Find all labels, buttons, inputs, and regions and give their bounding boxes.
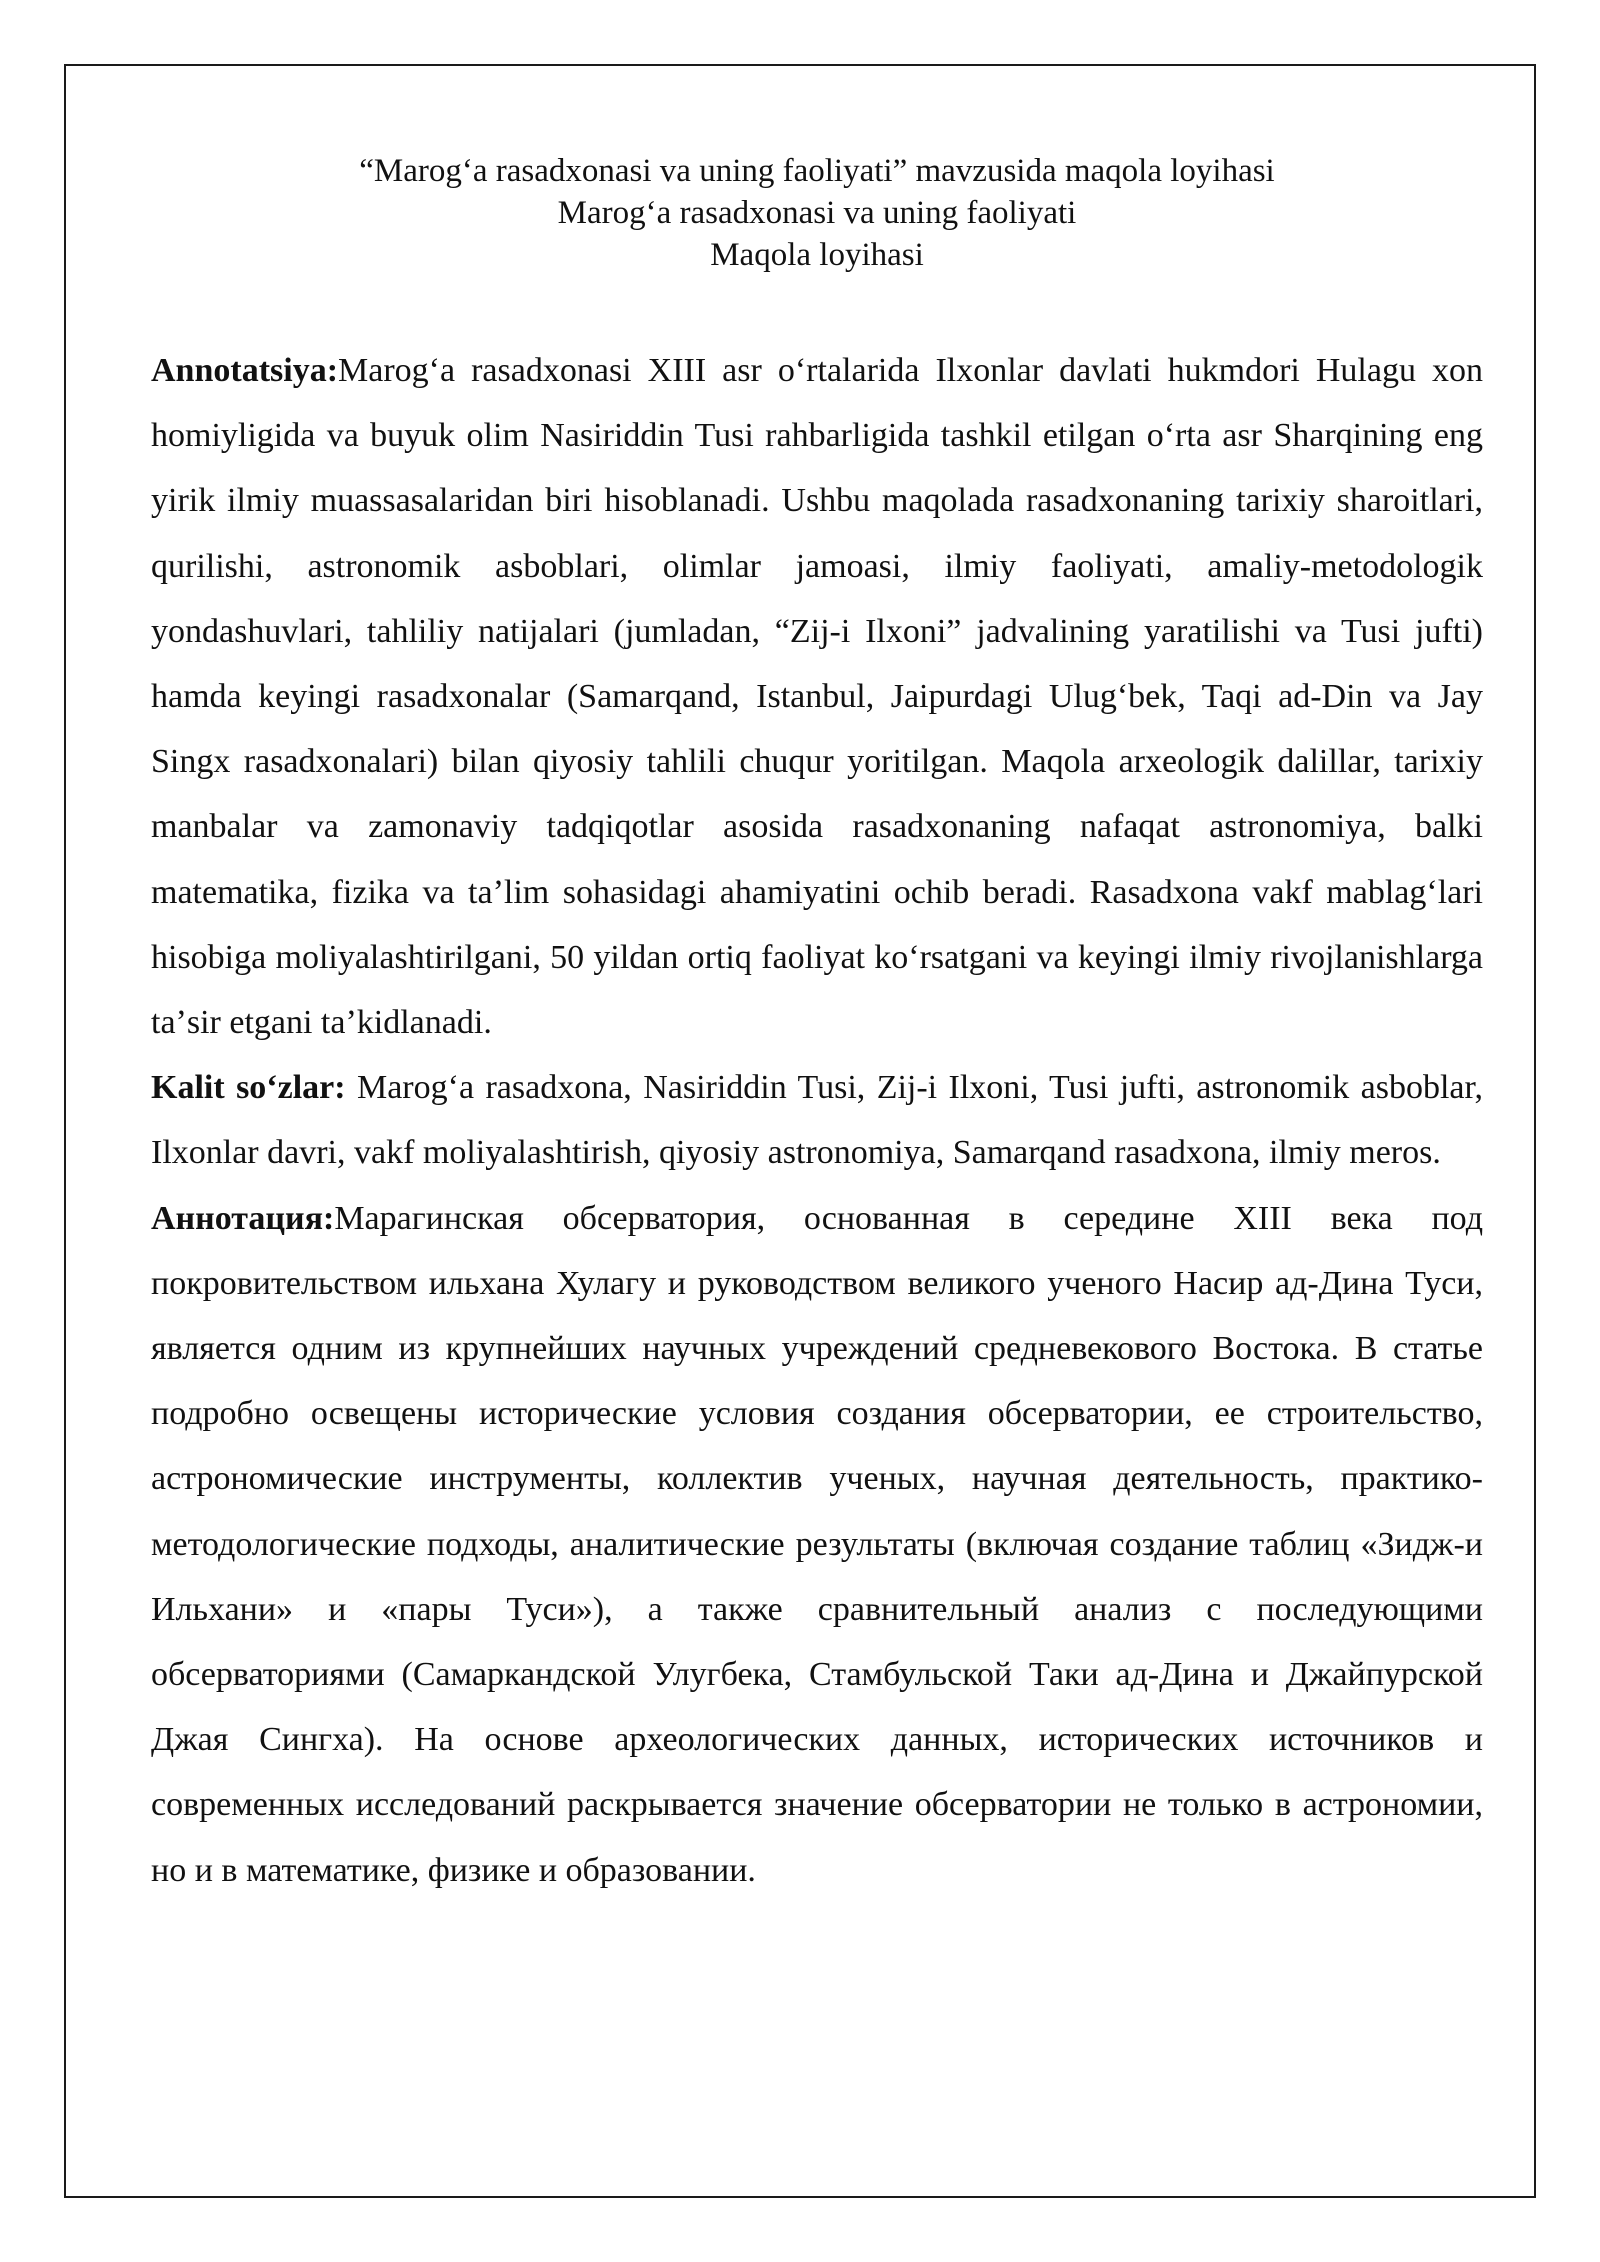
annotation-uz-paragraph: [151, 338, 1483, 1055]
keywords-uz-text: Marogʻa rasadxona, Nasiriddin Tusi, Zij-i Ilxoni, Tusi jufti, astronomik asboblar, Ilxonlar davri, vakf moliyalashtirish, qiyosiy astronomiya, Samarqand rasadxona, ilmiy meros.: [151, 1069, 1483, 1172]
document-title: “Marogʻa rasadxonasi va uning faoliyati” mavzusida maqola loyihasi: [359, 153, 1275, 189]
keywords-uz-paragraph: [151, 1055, 1483, 1185]
annotation-uz-label: Annotatsiya:: [151, 352, 339, 389]
annotation-ru-label: Аннотация:: [151, 1199, 335, 1237]
document-body: [151, 150, 1483, 1903]
annotation-uz-text: Marogʻa rasadxonasi XIII asr oʻrtalarida Ilxonlar davlati hukmdori Hulagu xon homiyligida va buyuk olim Nasiriddin Tusi rahbarligida tashkil etilgan oʻrta asr Sharqining eng yirik ilmiy muassasalaridan biri hisoblanadi. Ushbu maqolada rasadxonaning tarixiy sharoitlari, qurilishi, astronomik asboblari, olimlar jamoasi, ilmiy faoliyati, amaliy-metodologik yondashuvlari, tahliliy natijalari (jumladan, “Zij-i Ilxoni” jadvalining yaratilishi va Tusi jufti) hamda keyingi rasadxonalar (Samarqand, Istanbul, Jaipurdagi Ulugʻbek, Taqi ad-Din va Jay Singx rasadxonalari) bilan qiyosiy tahlili chuqur yoritilgan. Maqola arxeologik dalillar, tarixiy manbalar va zamonaviy tadqiqotlar asosida rasadxonaning nafaqat astronomiya, balki matematika, fizika va taʼlim sohasidagi ahamiyatini ochib beradi. Rasadxona vakf mablagʻlari hisobiga moliyalashtirilgani, 50 yildan ortiq faoliyat koʻrsatgani va keyingi ilmiy rivojlanishlarga taʼsir etgani taʼkidlanadi.: [151, 352, 1483, 1042]
annotation-ru-paragraph: [151, 1186, 1483, 1903]
document-subtitle: Marogʻa rasadxonasi va uning faoliyati: [557, 195, 1077, 231]
keywords-uz-label: Kalit soʻzlar:: [151, 1069, 346, 1107]
document-type-label: Maqola loyihasi: [710, 237, 924, 273]
title-block: [151, 150, 1483, 276]
annotation-ru-text: Марагинская обсерватория, основанная в середине XIII века под покровительством ильхана Хулагу и руководством великого ученого Насир ад-Дина Туси, является одним из крупнейших научных учреждений средневекового Востока. В статье подробно освещены исторические условия создания обсерватории, ее строительство, астрономические инструменты, коллектив ученых, научная деятельность, практико-методологические подходы, аналитические результаты (включая создание таблиц «Зидж-и Ильхани» и «пары Туси»), а также сравнительный анализ с последующими обсерваториями (Самаркандской Улугбека, Стамбульской Таки ад-Дина и Джайпурской Джая Сингха). На основе археологических данных, исторических источников и современных исследований раскрывается значение обсерватории не только в астрономии, но и в математике, физике и образовании.: [151, 1199, 1483, 1889]
